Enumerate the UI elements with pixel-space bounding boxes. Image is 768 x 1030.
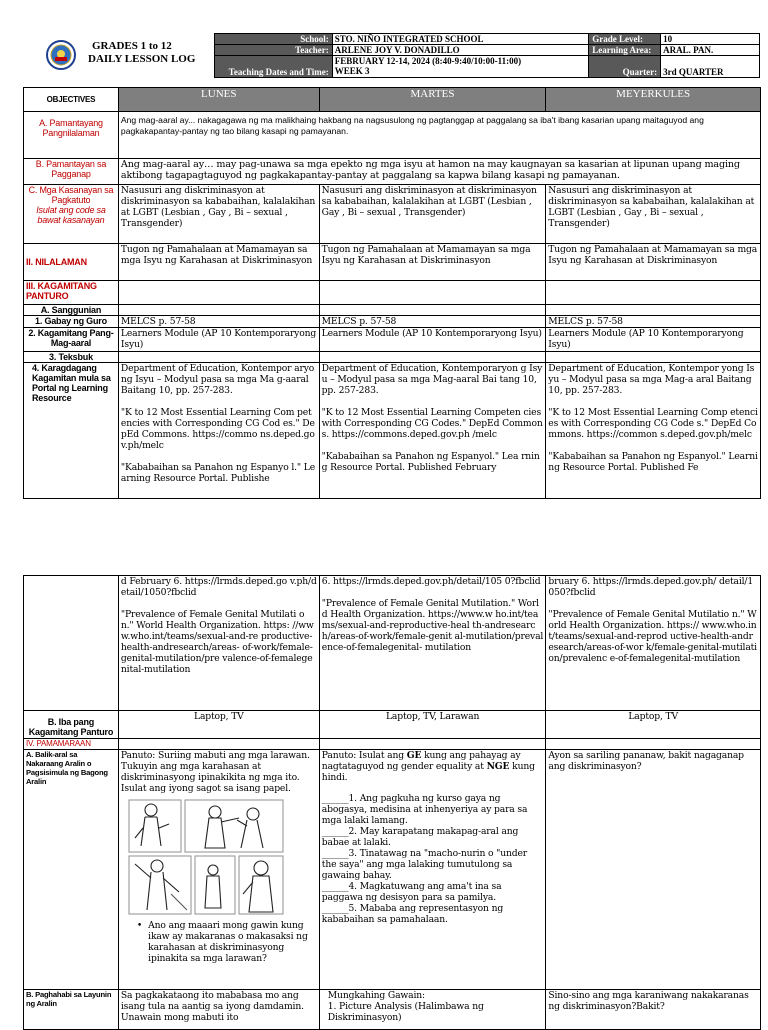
label-teksbuk: 3. Teksbuk: [24, 352, 119, 363]
lesson-table-page1: [23, 87, 761, 499]
school-label: School:: [215, 34, 333, 45]
label-kasanayan-sub: Isulat ang code sa bawat kasanayan: [36, 205, 106, 225]
item-5: ______5. Mababa ang representasyon ng kababaihan sa pamahalaan.: [321, 903, 504, 925]
days-row: [24, 88, 761, 112]
empty-cell: [319, 281, 546, 305]
grade-label: Grade Level:: [589, 34, 661, 45]
row-karagdagan-cont: [24, 576, 761, 711]
panuto-lunes: Panuto: Suriing mabuti ang mga larawan. Tukuyin ang mga karahasan at diskriminasyong ipinakikita ng mga ito. Isulat ang iyong sagot sa isang papel.: [120, 750, 310, 794]
mungkahi-item: 1. Picture Analysis (Halimbawa ng Diskriminasyon): [327, 1001, 484, 1023]
paghahabi-meyerkules: Sino-sino ang mga karaniwang nakakaranas ng diskriminasyon?Bakit?: [546, 990, 761, 1030]
label-kasanayan: [24, 185, 119, 244]
label-pamantayan-pagganap: B. Pamantayan sa Pagganap: [24, 159, 119, 185]
row-pamantayang-pangnilalaman: [24, 112, 761, 159]
label-balik-aral: A. Balik-aral sa Nakaraang Aralin o Pagsisimula ng Bagong Aralin: [24, 750, 119, 990]
empty-cell: [24, 576, 119, 711]
row-balik-aral: [24, 750, 761, 990]
text-pamantayan-pagganap: Ang mag-aaral ay… may pag-unawa sa mga epekto ng mga isyu at hamon na may kaugnayan sa kasarian at lipunan upang maging aktibong tagapagtaguyod ng pagkakapantay-pantay at paggalang sa kapwa bilang kasapi ng pamayanan.: [118, 159, 760, 185]
dates-line1: FEBRUARY 12-14, 2024 (8:40-9:40/10:00-11:00): [334, 56, 522, 66]
panuto-martes-c: kung hindi.: [321, 761, 535, 783]
row-karagdagang-kagamitan: [24, 363, 761, 499]
seal-icon: [46, 40, 76, 70]
gabay-lunes: MELCS p. 57-58: [118, 316, 319, 328]
violence-illustration-icon: [127, 798, 287, 918]
title-line1: GRADES 1 to 12: [92, 40, 172, 52]
empty-cell: [546, 281, 761, 305]
nilalaman-martes: Tugon ng Pamahalaan at Mamamayan sa mga Isyu ng Karahasan at Diskriminasyon: [319, 244, 546, 281]
karagdagan-meyerkules: Department of Education, Kontempor yong Isyu – Modyul pasa sa mga Mag-a aral Baitang 10, pp. 257-283. "K to 12 Most Essential Learning Comp etencies with Corresponding CG Code s." DepEd Commons. https://common s.deped.gov.ph/melc "Kababaihan sa Panahon ng Espanyol." Learning Resource Portal. Published Fe: [546, 363, 761, 499]
label-gabay-guro: 1. Gabay ng Guro: [24, 316, 119, 328]
kasanayan-lunes: Nasusuri ang diskriminasyon at diskriminasyon sa kababaihan, kalalakihan at LGBT (Lesbian , Gay , Bi – sexual , Transgender): [118, 185, 319, 244]
area-label: Learning Area:: [589, 45, 661, 56]
nilalaman-lunes: Tugon ng Pamahalaan at Mamamayan sa mga Isyu ng Karahasan at Diskriminasyon: [118, 244, 319, 281]
label-pamantayang-pangnilalaman: [24, 112, 119, 159]
label-sanggunian: A. Sanggunian: [24, 305, 119, 316]
title-line2: DAILY LESSON LOG: [88, 53, 196, 65]
empty-cell: [118, 305, 319, 316]
quarter-value: 3rd QUARTER: [661, 56, 760, 78]
cont-martes: 6. https://lrmds.deped.gov.ph/detail/105 0?fbclid "Prevalence of Female Genital Mutilation." World Health Organization. https://www.w ho.int/teams/sexual-and-reproductive-heal th-andresearch/areas-of-work/female-genit al-mutilation/prevalence-of-femalegenital- mutilation: [319, 576, 546, 711]
bullet-item: [121, 920, 317, 964]
empty-cell: [546, 739, 761, 750]
panuto-martes-a: Panuto: Isulat ang: [321, 750, 407, 761]
label-iba-pang-kagamitan: B. Iba pang Kagamitang Panturo: [24, 711, 119, 739]
row-nilalaman: [24, 244, 761, 281]
row-iba-pang-kagamitan: [24, 711, 761, 739]
panuto-martes: [322, 750, 544, 783]
deped-seal: [46, 40, 76, 70]
kasanayan-meyerkules: Nasusuri ang diskriminasyon at diskriminasyon sa kababaihan, kalalakihan at LGBT (Lesbian , Gay , Bi – sexual , Transgender): [546, 185, 761, 244]
cont-meyerkules: bruary 6. https://lrmds.deped.gov.ph/ detail/1050?fbclid "Prevalence of Female Genital Mutilatio n." World Health Organization. https:// www.who.int/teams/sexual-and-reprod uctive-health-andresearch/areas-of-wor k/female-genital-mutilation/prevalenc e-of-femalegenital-mutilation: [546, 576, 761, 711]
nge-label: NGE: [486, 761, 510, 772]
empty-cell: [319, 352, 546, 363]
row-kagamitang-mag-aaral: [24, 328, 761, 352]
empty-cell: [118, 281, 319, 305]
item-3: ______3. Tinatawag na "macho-nurin o "under the saya" ang mga lalaking tumutulong sa gawaing bahay.: [321, 848, 528, 881]
teacher-label: Teacher:: [215, 45, 333, 56]
form-title: [88, 40, 218, 66]
kagamitan-lunes: Learners Module (AP 10 Kontemporaryong Isyu): [118, 328, 319, 352]
label-pamamaraan: IV. PAMAMARAAN: [24, 739, 119, 750]
label-paghahabi: B. Paghahabi sa Layunin ng Aralin: [24, 990, 119, 1030]
label-kagamitang-mag-aaral: 2. Kagamitang Pang-Mag-aaral: [24, 328, 119, 352]
gabay-martes: MELCS p. 57-58: [319, 316, 546, 328]
row-kagamitang-panturo: [24, 281, 761, 305]
day-martes: MARTES: [319, 88, 546, 112]
balik-aral-martes: [319, 750, 546, 990]
karagdagan-martes: Department of Education, Kontemporaryon g Isyu – Modyul pasa sa mga Mag-aaral Bai tang 10, pp. 257-283. "K to 12 Most Essential Learning Competen cies with Corresponding CG Codes." DepEd Commons. https://commons.deped.gov.ph /melc "Kababaihan sa Panahon ng Espanyol." Lea rning Resource Portal. Published February: [319, 363, 546, 499]
empty-cell: [118, 352, 319, 363]
paghahabi-lunes: Sa pagkakataong ito mababasa mo ang isang tula na aantig sa iyong damdamin. Unawain mong mabuti ito: [118, 990, 319, 1030]
lesson-table-page2: [23, 575, 761, 1030]
label-nilalaman: II. NILALAMAN: [24, 244, 119, 281]
item-4: ______4. Magkatuwang ang ama't ina sa paggawa ng desisyon para sa pamilya.: [321, 881, 502, 903]
gabay-meyerkules: MELCS p. 57-58: [546, 316, 761, 328]
row-pamamaraan: [24, 739, 761, 750]
iba-lunes: Laptop, TV: [118, 711, 319, 739]
row-kasanayan: [24, 185, 761, 244]
empty-cell: [546, 305, 761, 316]
kagamitan-martes: Learners Module (AP 10 Kontemporaryong Isyu): [319, 328, 546, 352]
text-pamantayang-pangnilalaman: Ang mag-aaral ay... nakagagawa ng ma malikhaing hakbang na nagsusulong ng pagtanggap at paggalang sa iba't ibang kasarian upang maitaguyod ang pagkakapantay-pantay ng tao bilang kasapi ng pamayanan.: [118, 112, 760, 159]
empty-cell: [319, 305, 546, 316]
day-lunes: LUNES: [118, 88, 319, 112]
label-karagdagang-kagamitan: 4. Karagdagang Kagamitan mula sa Portal ng Learning Resource: [24, 363, 119, 499]
item-2: ______2. May karapatang makapag-aral ang babae at lalaki.: [321, 826, 519, 848]
school-value: STO. NIÑO INTEGRATED SCHOOL: [332, 34, 588, 45]
teacher-value: ARLENE JOY V. DONADILLO: [332, 45, 588, 56]
day-meyerkules: MEYERKULES: [546, 88, 761, 112]
area-value: ARAL. PAN.: [661, 45, 760, 56]
empty-cell: [118, 739, 319, 750]
item-1: ______1. Ang pagkuha ng kurso gaya ng abogasya, medisina at inhenyeriya ay para sa mga lalaki lamang.: [321, 793, 528, 826]
quarter-label: Quarter:: [589, 56, 661, 78]
label-a-text: A. Pamantayang Pangnilalaman: [39, 118, 103, 138]
nilalaman-meyerkules: Tugon ng Pamahalaan at Mamamayan sa mga Isyu ng Karahasan at Diskriminasyon: [546, 244, 761, 281]
dates-value: [332, 56, 588, 78]
row-pamantayan-pagganap: [24, 159, 761, 185]
dates-label: Teaching Dates and Time:: [215, 56, 333, 78]
iba-meyerkules: Laptop, TV: [546, 711, 761, 739]
ge-label: GE: [406, 750, 422, 761]
balik-aral-meyerkules: Ayon sa sariling pananaw, bakit nagaganap ang diskriminasyon?: [546, 750, 761, 990]
kasanayan-martes: Nasusuri ang diskriminasyon at diskriminasyon sa kababaihan, kalalakihan at LGBT (Lesbian , Gay , Bi – sexual , Transgender): [319, 185, 546, 244]
label-kasanayan-title: C. Mga Kasanayan sa Pagkatuto: [28, 185, 114, 205]
empty-cell: [546, 352, 761, 363]
grade-value: 10: [661, 34, 760, 45]
header-table: [214, 33, 760, 78]
label-kagamitang-panturo: III. KAGAMITANG PANTURO: [24, 281, 119, 305]
bullet-icon: •: [136, 920, 143, 931]
karagdagan-lunes: Department of Education, Kontempor aryong Isyu – Modyul pasa sa mga Ma g-aaral Baitang 10, pp. 257-283. "K to 12 Most Essential Learning Com petencies with Corresponding CG Cod es." DepEd Commons. https://commo ns.deped.gov.ph/melc "Kababaihan sa Panahon ng Espanyo l." Learning Resource Portal. Publishe: [118, 363, 319, 499]
row-gabay-guro: [24, 316, 761, 328]
panuto-martes-b: kung ang pahayag ay nagtataguyod ng gender equality at: [321, 750, 521, 772]
empty-cell: [319, 739, 546, 750]
cont-lunes: d February 6. https://lrmds.deped.go v.ph/detail/1050?fbclid "Prevalence of Female Genital Mutilati on." World Health Organization. https: //www.who.int/teams/sexual-and-re productive-health-andresearch/areas- of-work/female-genital-mutilation/pre valence-of-femalegenital-mutilation: [118, 576, 319, 711]
kagamitan-meyerkules: Learners Module (AP 10 Kontemporaryong Isyu): [546, 328, 761, 352]
row-sanggunian: [24, 305, 761, 316]
balik-aral-lunes: [118, 750, 319, 990]
iba-martes: Laptop, TV, Larawan: [319, 711, 546, 739]
row-teksbuk: [24, 352, 761, 363]
dates-line2: WEEK 3: [334, 66, 370, 76]
bullet-text: Ano ang maaari mong gawin kung ikaw ay makaranas o makasaksi ng karahasan at diskriminasyong ipinakita sa mga larawan?: [148, 920, 308, 964]
objectives-heading: OBJECTIVES: [24, 88, 119, 112]
mungkahi-intro: Mungkahing Gawain:: [327, 990, 425, 1001]
illustration-violence: [127, 798, 287, 918]
